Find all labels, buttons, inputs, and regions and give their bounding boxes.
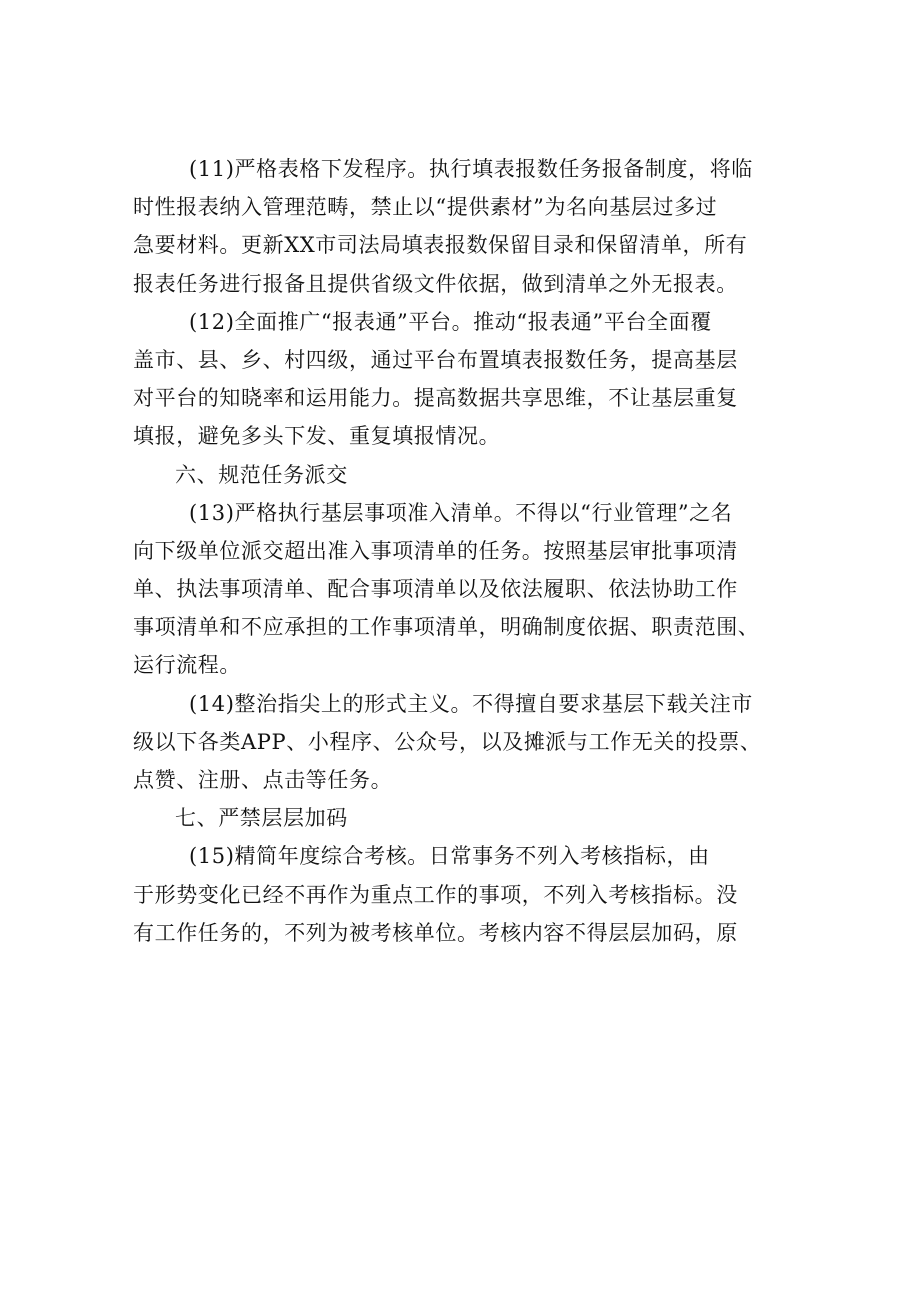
text-line: 填报，避免多头下发、重复填报情况。 [133, 424, 501, 449]
text-line: 点赞、注册、点击等任务。 [133, 768, 393, 792]
text-line: 事项清单和不应承担的工作事项清单，明确制度依据、职责范围、 [133, 615, 760, 640]
text-line: 对平台的知晓率和运用能力。提高数据共享思维，不让基层重复 [133, 386, 738, 411]
document-body [133, 150, 793, 952]
text-line: 报表任务进行报备且提供省级文件依据，做到清单之外无报表。 [133, 271, 738, 296]
text-line: 向下级单位派交超出准入事项清单的任务。按照基层审批事项清 [133, 538, 738, 563]
text-line: 级以下各类APP、小程序、公众号，以及摊派与工作无关的投票、 [133, 729, 762, 754]
text-line: (15)精简年度综合考核。日常事务不列入考核指标，由 [189, 844, 710, 869]
text-line: 于形势变化已经不再作为重点工作的事项，不列入考核指标。没 [133, 882, 738, 907]
text-line: 单、执法事项清单、配合事项清单以及依法履职、依法协助工作 [133, 577, 738, 602]
text-line: (13)严格执行基层事项准入清单。不得以“行业管理”之名 [189, 500, 733, 525]
section-heading: 七、严禁层层加码 [175, 806, 348, 831]
text-line: 有工作任务的，不列为被考核单位。考核内容不得层层加码，原 [133, 920, 738, 945]
text-line: 盖市、县、乡、村四级，通过平台布置填表报数任务，提高基层 [133, 347, 738, 372]
text-line: 急要材料。更新XX市司法局填表报数保留目录和保留清单，所有 [133, 233, 748, 258]
text-line: (14)整治指尖上的形式主义。不得擅自要求基层下载关注市 [189, 691, 753, 716]
text-line: 运行流程。 [133, 653, 241, 678]
text-line: (11)严格表格下发程序。执行填表报数任务报备制度，将临 [189, 157, 753, 181]
text-line: (12)全面推广“报表通”平台。推动“报表通”平台全面覆 [189, 309, 712, 334]
section-heading: 六、规范任务派交 [175, 462, 348, 487]
text-line: 时性报表纳入管理范畴，禁止以“提供素材”为名向基层过多过 [133, 195, 718, 220]
